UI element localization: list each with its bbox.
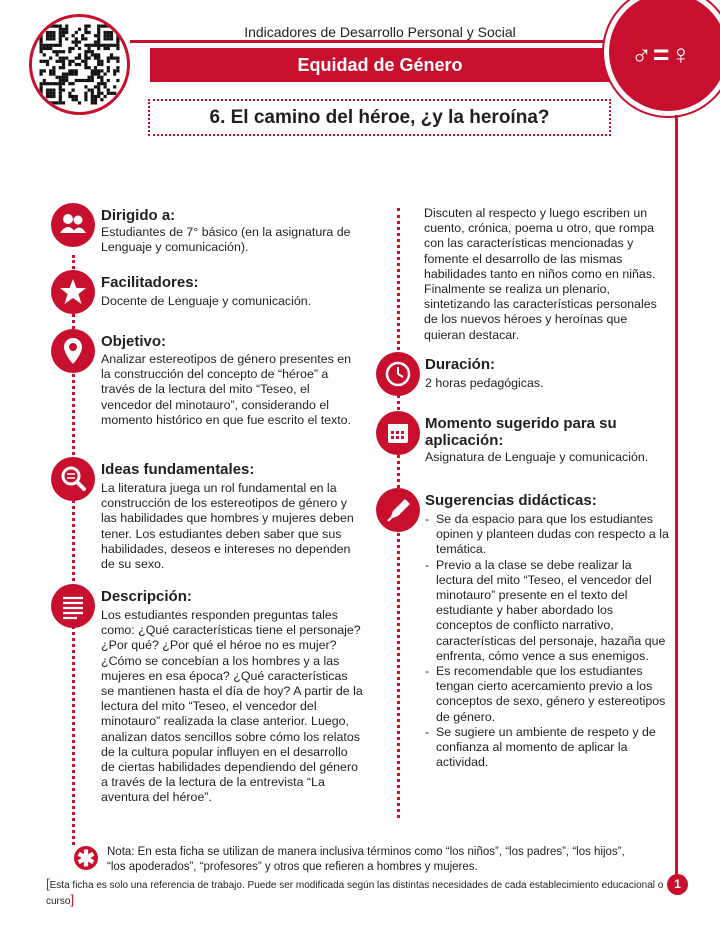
section-text-descripcion: Los estudiantes responden preguntas tales como: ¿Qué características tiene el personaje? ¿Por qué? ¿Por qué el héroe no es mujer? ¿Cómo se concebían a los hombres y a las mujeres en esa época? ¿Qué características se mantienen hasta el día de hoy? A partir de la lectura del mito “Teseo, el vencedor del minotauro” realizada la clase anterior. Luego, analizan datos sencillos sobre cómo los relatos de la cultura popular influyen en el desarrollo de ciertas habilidades dependiendo del género a través de la lectura de la entrevista “La aventura del héroe”.: [101, 608, 363, 805]
list-item: - Es recomendable que los estudiantes tengan cierto acercamiento previo a los conceptos de sexo, género y estereotipos de género.: [425, 664, 671, 725]
inclusive-language-note: Nota: En esta ficha se utilizan de manera inclusiva términos como “los niños”, “los padres”, “los hijos”, “los apoderados”, “profesores” y otros que refieren a hombres y mujeres.: [107, 846, 625, 873]
header-banner: Equidad de Género: [150, 48, 610, 82]
pen-icon: [376, 488, 420, 532]
qr-code-icon: [32, 17, 127, 112]
section-text-facilitadores: Docente de Lenguaje y comunicación.: [101, 294, 312, 308]
descripcion-continuation: Discuten al respecto y luego escriben un cuento, crónica, poema u otro, que rompa con las características mencionadas y fomente el desarrollo de las mismas habilidades tanto en niños como en niñas. Finalmente se realiza un plenario, sintetizando las características personales de los nuevos héroes y heroínas que quieran destacar.: [424, 206, 657, 342]
footer-text: Esta ficha es solo una referencia de trabajo. Puede ser modificada según las distintas necesidades de cada establecimiento educacional o curso: [46, 880, 664, 907]
activity-title: 6. El camino del héroe, ¿y la heroína?: [148, 99, 611, 136]
section-heading-duracion: Duración:: [425, 356, 496, 373]
section-heading-dirigido: Dirigido a:: [101, 207, 176, 224]
list-item: - Se da espacio para que los estudiantes opinen y planteen dudas con respecto a la temática.: [425, 512, 671, 558]
section-text-duracion: 2 horas pedagógicas.: [425, 376, 544, 390]
header-rule: [130, 40, 620, 43]
asterisk-icon: ✱: [74, 846, 98, 870]
page-number: 1: [667, 874, 688, 895]
footer-bracket-close: ]: [70, 892, 75, 907]
footer-disclaimer: [46, 877, 666, 909]
list-item: - Se sugiere un ambiente de respeto y de confianza al momento de aplicar la actividad.: [425, 725, 671, 771]
section-text-momento: Asignatura de Lenguaje y comunicación.: [425, 450, 649, 464]
section-heading-sugerencias: Sugerencias didácticas:: [425, 492, 597, 509]
right-margin-rule: [675, 115, 678, 875]
header-subtitle: Indicadores de Desarrollo Personal y Social: [244, 24, 516, 40]
section-text-ideas: La literatura juega un rol fundamental en la construcción de los estereotipos de género y las habilidades que hombres y mujeres deben tener. Los estudiantes deben saber que sus habilidades, deseos e intereses no dependen de su sexo.: [101, 481, 354, 572]
footer-bracket-open: [: [46, 876, 50, 891]
users-icon: [51, 203, 95, 247]
qr-code[interactable]: [29, 14, 130, 115]
gender-equality-icon: ♂=♀: [631, 39, 693, 70]
list-item: - Previo a la clase se debe realizar la lectura del mito “Teseo, el vencedor del minotauro” presente en el texto del estudiante y haber abordado los conceptos de conflicto narrativo, características del personaje, hazaña que enfrenta, cómo vence a sus enemigos.: [425, 558, 671, 664]
location-pin-icon: [51, 329, 95, 373]
section-heading-momento: Momento sugerido para su aplicación:: [425, 415, 617, 449]
section-heading-descripcion: Descripción:: [101, 588, 192, 605]
section-heading-objetivo: Objetivo:: [101, 333, 167, 350]
star-icon: [51, 270, 95, 314]
section-heading-facilitadores: Facilitadores:: [101, 274, 199, 291]
magnifier-icon: [51, 457, 95, 501]
section-heading-ideas: Ideas fundamentales:: [101, 461, 255, 478]
gender-equality-badge: [604, 0, 720, 116]
clock-icon: [376, 352, 420, 396]
section-text-objetivo: Analizar estereotipos de género presentes en la construcción del concepto de “héroe” a través de la lectura del mito “Teseo, el vencedor del minotauro”, considerando el momento histórico en que fue escrito el texto.: [101, 352, 352, 427]
section-text-dirigido: Estudiantes de 7° básico (en la asignatura de Lenguaje y comunicación).: [101, 225, 351, 255]
text-lines-icon: [51, 584, 95, 628]
suggestions-list: [425, 512, 671, 770]
calendar-icon: [376, 411, 420, 455]
